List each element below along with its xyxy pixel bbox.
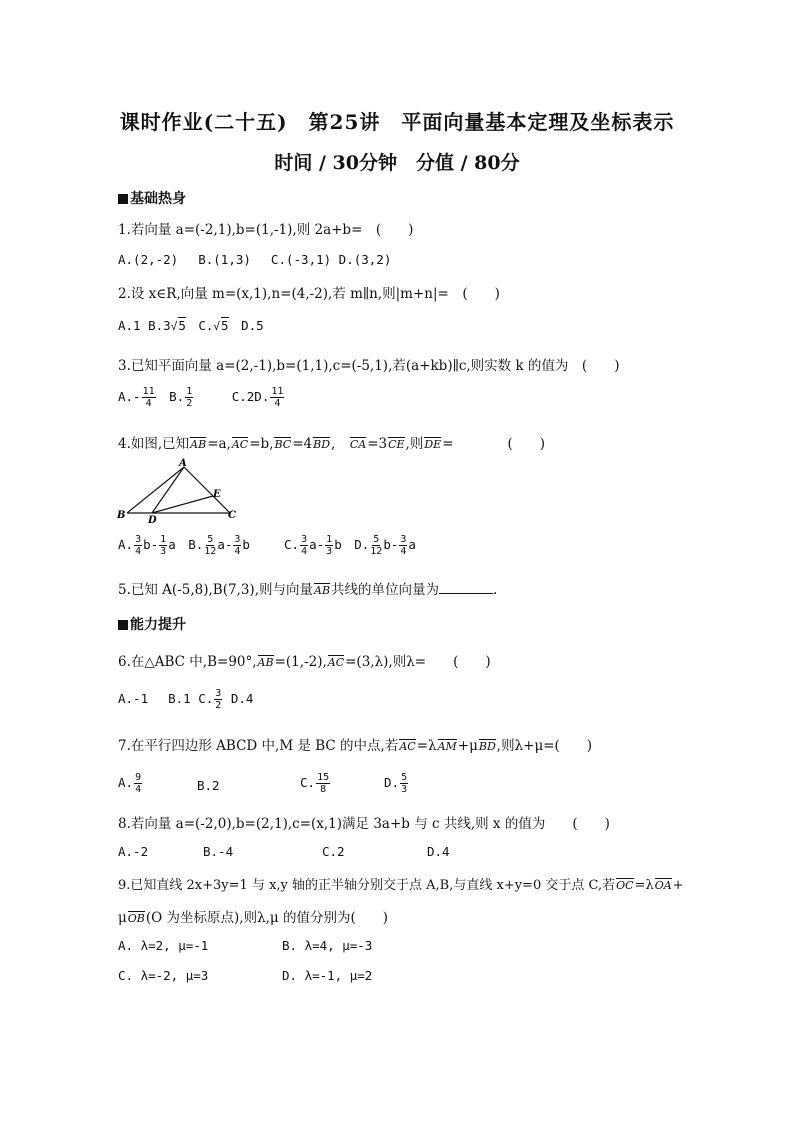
question-7-option-d: D. $\frac{5}{3}$ — [384, 772, 408, 795]
question-7-option-a: A. $\frac{9}{4}$ — [118, 772, 142, 795]
question-7-stem: 7.在平行四边形 ABCD 中,M 是 BC 的中点,若AC=λAM+μBD,则λ+μ=( ) — [118, 738, 593, 754]
question-7-option-c: C. $\frac{15}{8}$ — [300, 772, 330, 795]
question-8-option-a: A.-2 — [118, 844, 149, 859]
question-9-option-d: D. λ=-1, μ=2 — [282, 968, 373, 983]
question-9-option-b: B. λ=4, μ=-3 — [282, 938, 373, 953]
question-9-stem-line2: μOB(O 为坐标原点),则λ,μ 的值分别为( ) — [118, 910, 389, 926]
question-8-stem: 8.若向量 a=(-2,0),b=(2,1),c=(x,1)满足 3a+b 与 c 共线,则 x 的值为 ( ) — [118, 816, 610, 832]
question-4-stem: 4.如图,已知AB=a,AC=b,BC=4BD, CA=3CE,则DE= ( ) — [118, 436, 546, 452]
question-3-stem: 3.已知平面向量 a=(2,-1),b=(1,1),c=(-5,1),若(a+kb)∥c,则实数 k 的值为 ( ) — [118, 358, 620, 374]
square-bullet-icon — [118, 620, 128, 630]
square-bullet-icon — [118, 194, 128, 204]
section-heading-advanced: 能力提升 — [118, 614, 186, 634]
page-title: 课时作业(二十五) 第25讲 平面向量基本定理及坐标表示 — [119, 110, 675, 134]
question-6-options: A.-1 B.1 C. $\frac{3}{2}$ D.4 — [118, 688, 254, 711]
question-9-option-c: C. λ=-2, μ=3 — [118, 968, 209, 983]
point-label-d: D — [148, 515, 157, 526]
question-6-stem: 6.在△ABC 中,B=90°,AB=(1,-2),AC=(3,λ),则λ= ( ) — [118, 654, 491, 670]
point-label-b: B — [117, 510, 126, 521]
question-7-option-b: B.2 — [197, 778, 220, 793]
question-8-option-b: B.-4 — [203, 844, 234, 859]
point-label-c: C — [228, 510, 236, 521]
page-subtitle: 时间 / 30分钟 分值 / 80分 — [274, 152, 520, 174]
question-8-option-d: D.4 — [427, 844, 450, 859]
question-4-options-ab: A. $\frac{3}{4}$ b- $\frac{1}{3}$ a B. $\frac{5}{12}$ a- $\frac{3}{4}$ b — [118, 534, 250, 557]
question-8-option-c: C.2 — [322, 844, 345, 859]
triangle-figure — [112, 455, 252, 527]
question-3-options: A.- $\frac{11}{4}$ B. $\frac{1}{2}$ C.2D. $\frac{11}{4}$ — [118, 386, 284, 409]
question-4-options-cd: C. $\frac{3}{4}$ a- $\frac{1}{3}$ b D. $\frac{5}{12}$ b- $\frac{3}{4}$ a — [284, 534, 416, 557]
question-9-stem-line1: 9.已知直线 2x+3y=1 与 x,y 轴的正半轴分别交于点 A,B,与直线 x+y=0 交于点 C,若OC=λOA+ — [118, 878, 684, 893]
question-2-options: A.1 B.3√5 C.√5 D.5 — [118, 318, 264, 333]
question-1-stem: 1.若向量 a=(-2,1),b=(1,-1),则 2a+b= ( ) — [118, 222, 414, 238]
point-label-a: A — [179, 458, 187, 469]
point-label-e: E — [213, 489, 221, 500]
question-9-option-a: A. λ=2, μ=-1 — [118, 938, 209, 953]
question-2-stem: 2.设 x∈R,向量 m=(x,1),n=(4,-2),若 m∥n,则|m+n|= ( ) — [118, 286, 500, 302]
question-1-options: A.(2,-2) B.(1,3) C.(-3,1) D.(3,2) — [118, 252, 392, 267]
section-heading-basic: 基础热身 — [118, 188, 186, 208]
answer-blank[interactable] — [439, 581, 493, 594]
question-5-stem: 5.已知 A(-5,8),B(7,3),则与向量AB共线的单位向量为 . — [118, 582, 498, 598]
